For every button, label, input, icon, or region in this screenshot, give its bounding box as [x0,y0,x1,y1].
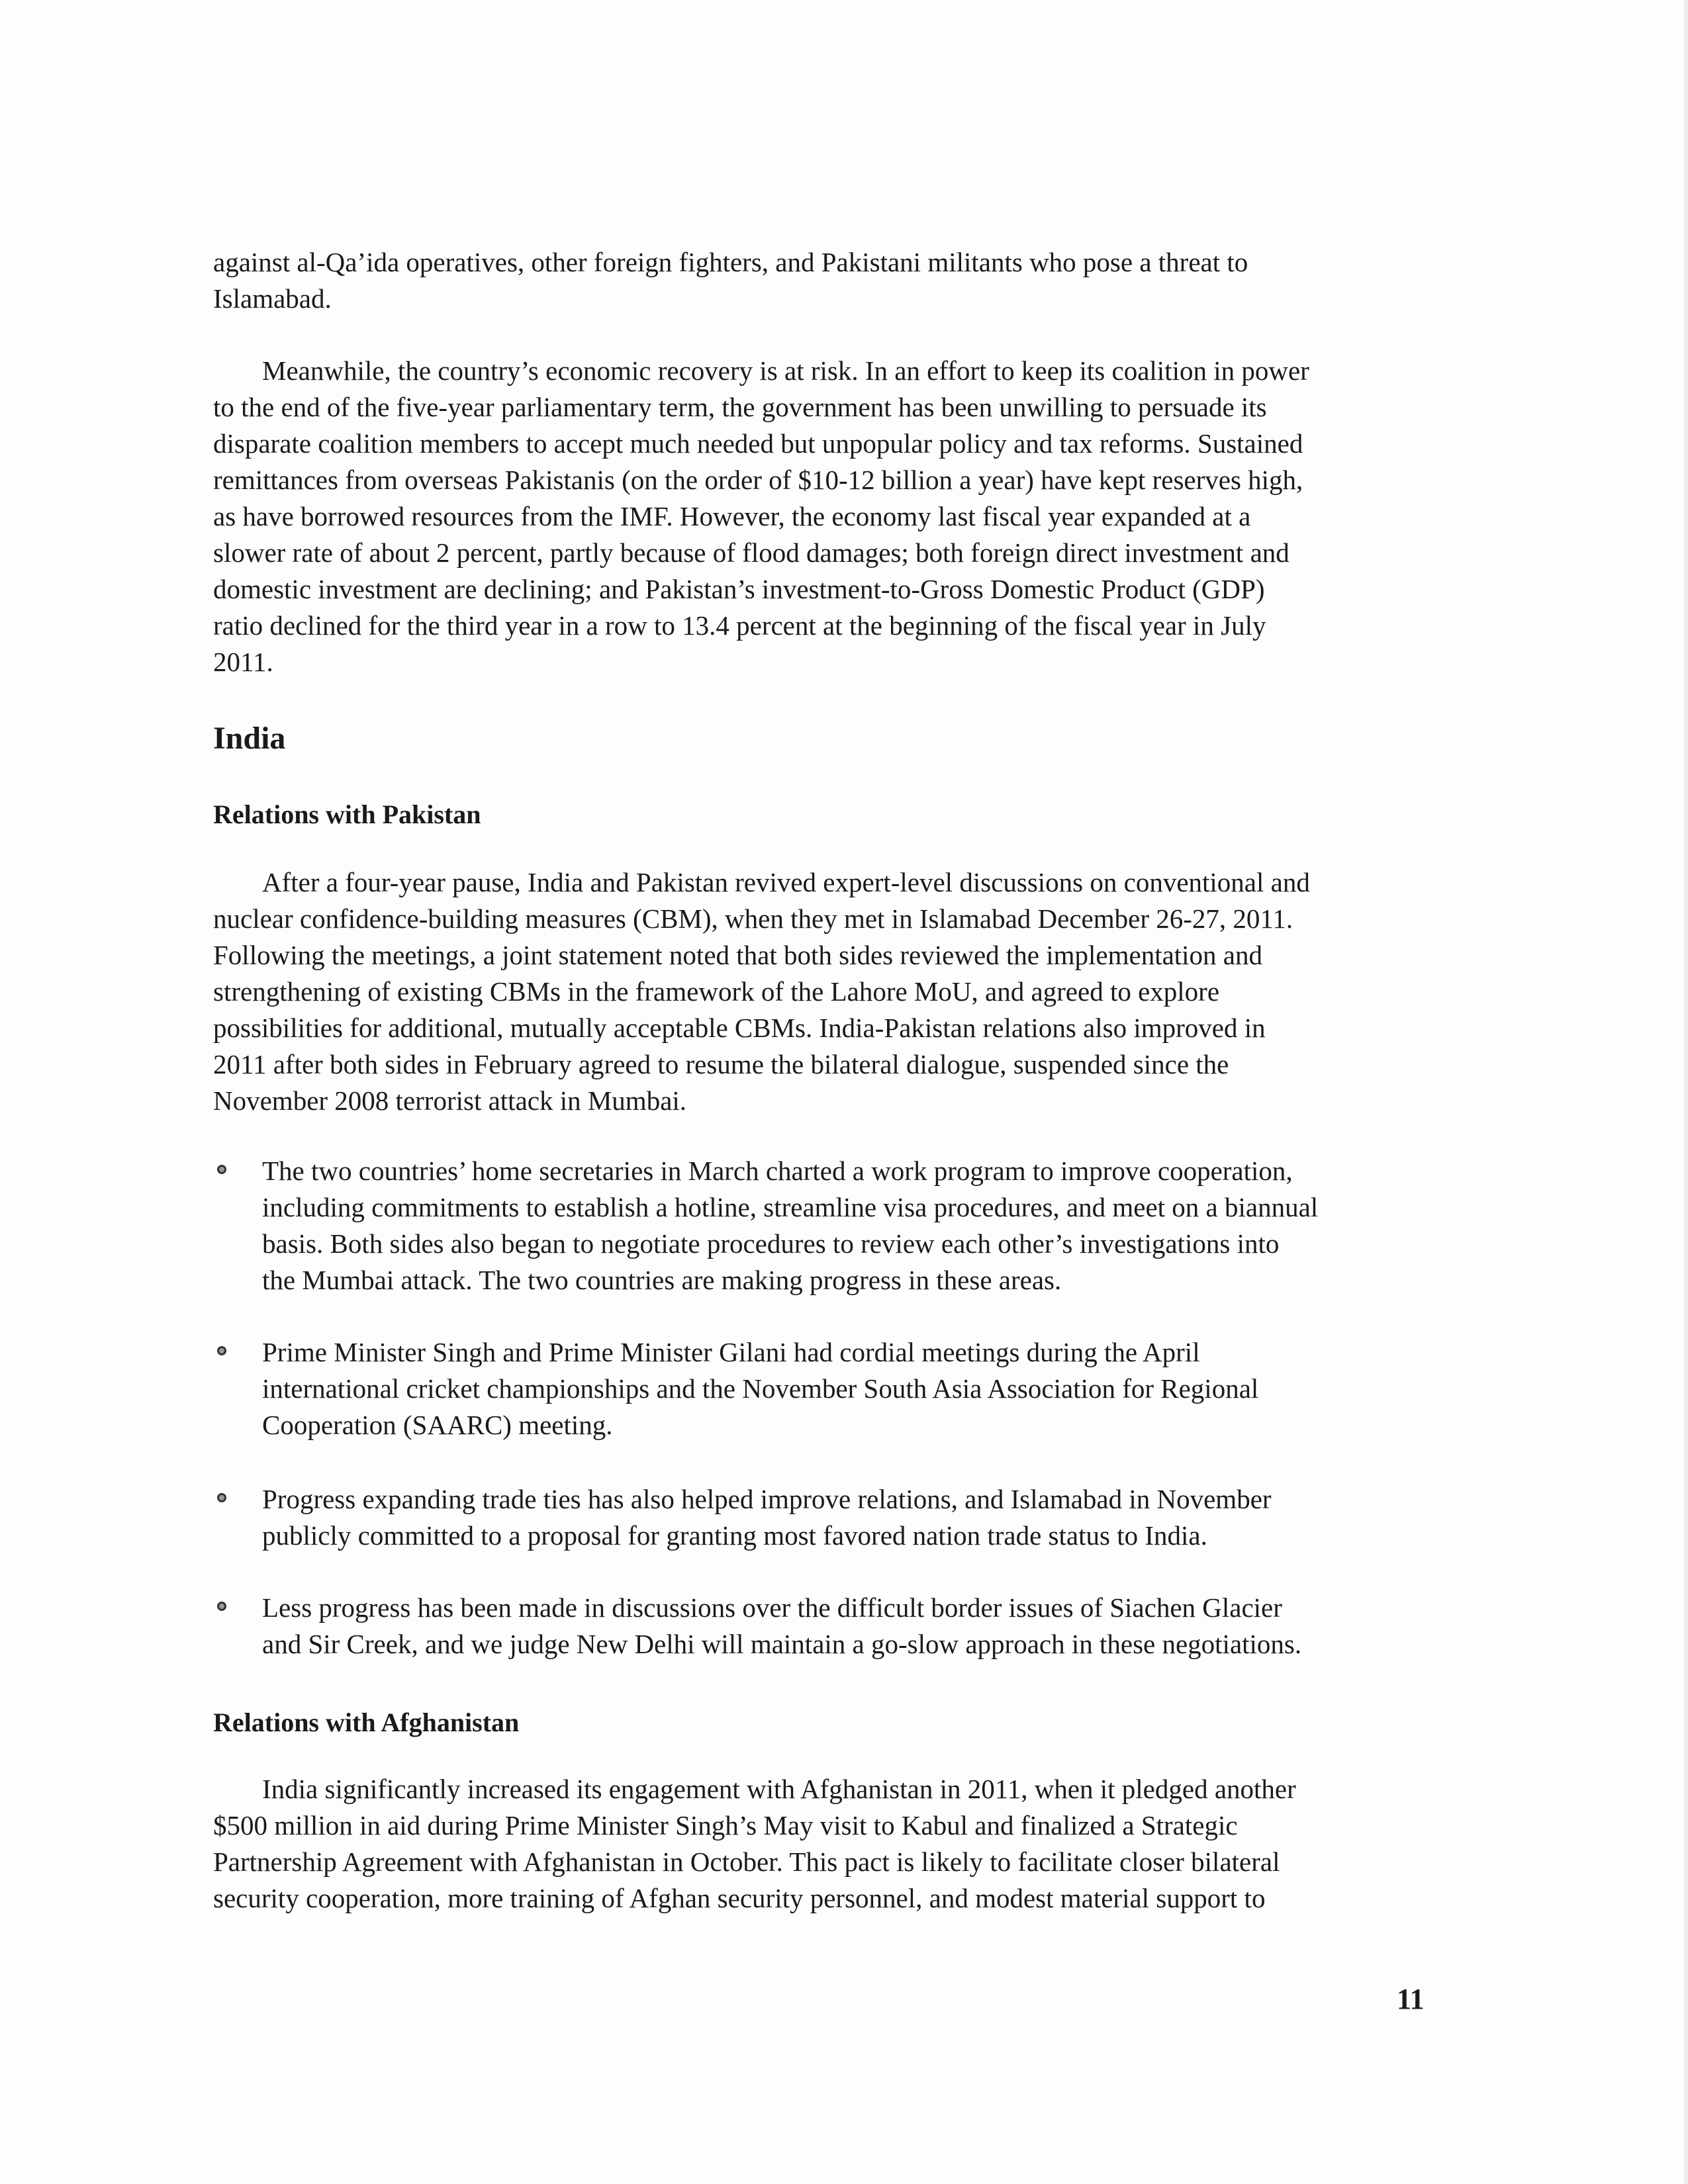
text-line: Meanwhile, the country’s economic recovery is at risk. In an effort to keep its coalition in power [262,355,1309,386]
paragraph-afghanistan [213,1771,1438,1917]
text-line: publicly committed to a proposal for granting most favored nation trade status to India. [262,1520,1207,1551]
text-line: against al-Qa’ida operatives, other foreign fighters, and Pakistani militants who pose a threat to [213,247,1248,277]
paragraph-continuation [213,244,1438,317]
text-line: Prime Minister Singh and Prime Minister Gilani had cordial meetings during the April [262,1337,1200,1367]
paragraph-cbm [213,864,1438,1119]
bullet-item [213,1481,1438,1554]
heading-relations-pakistan: Relations with Pakistan [213,799,481,829]
text-line: November 2008 terrorist attack in Mumbai. [213,1085,687,1116]
text-line: nuclear confidence-building measures (CBM), when they met in Islamabad December 26-27, 2011. [213,903,1293,934]
text-line: India significantly increased its engagement with Afghanistan in 2011, when it pledged another [262,1774,1296,1804]
bullet-icon [217,1346,226,1355]
page-number: 11 [1397,1983,1425,2015]
text-line: basis. Both sides also began to negotiate procedures to review each other’s investigations into [262,1228,1280,1259]
heading-india: India [213,721,286,756]
text-line: The two countries’ home secretaries in March charted a work program to improve cooperation, [262,1156,1293,1186]
text-line: the Mumbai attack. The two countries are making progress in these areas. [262,1265,1062,1295]
text-line: 2011. [213,647,273,677]
bullet-icon [217,1493,226,1502]
text-line: 2011 after both sides in February agreed to resume the bilateral dialogue, suspended since the [213,1049,1229,1079]
text-line: Progress expanding trade ties has also helped improve relations, and Islamabad in November [262,1484,1272,1514]
text-line: After a four-year pause, India and Pakistan revived expert-level discussions on conventional and [262,867,1310,897]
bullet-item [213,1334,1438,1443]
text-line: slower rate of about 2 percent, partly because of flood damages; both foreign direct investment and [213,537,1289,568]
text-line: strengthening of existing CBMs in the framework of the Lahore MoU, and agreed to explore [213,976,1220,1007]
text-line: domestic investment are declining; and Pakistan’s investment-to-Gross Domestic Product (GDP) [213,574,1265,604]
text-line: and Sir Creek, and we judge New Delhi will maintain a go-slow approach in these negotiations. [262,1629,1302,1659]
text-line: Partnership Agreement with Afghanistan in October. This pact is likely to facilitate closer bilateral [213,1846,1280,1877]
text-line: Cooperation (SAARC) meeting. [262,1410,613,1440]
text-line: Less progress has been made in discussions over the difficult border issues of Siachen Glacier [262,1592,1282,1623]
scan-edge [1684,0,1688,2184]
text-line: remittances from overseas Pakistanis (on the order of $10-12 billion a year) have kept reserves high, [213,465,1303,495]
text-line: international cricket championships and the November South Asia Association for Regional [262,1373,1259,1404]
bullet-icon [217,1165,226,1174]
text-line: disparate coalition members to accept much needed but unpopular policy and tax reforms. Sustained [213,428,1303,459]
bullet-item [213,1153,1438,1298]
text-line: including commitments to establish a hotline, streamline visa procedures, and meet on a biannual [262,1192,1319,1222]
text-line: ratio declined for the third year in a row to 13.4 percent at the beginning of the fiscal year in July [213,610,1266,641]
text-line: $500 million in aid during Prime Minister Singh’s May visit to Kabul and finalized a Strategic [213,1810,1238,1841]
bullet-item [213,1590,1438,1662]
text-line: as have borrowed resources from the IMF. However, the economy last fiscal year expanded at a [213,501,1251,531]
paragraph-economy [213,353,1438,680]
bullet-icon [217,1602,226,1611]
text-line: to the end of the five-year parliamentary term, the government has been unwilling to persuade its [213,392,1267,422]
text-line: Islamabad. [213,283,332,314]
text-line: possibilities for additional, mutually acceptable CBMs. India-Pakistan relations also improved in [213,1013,1266,1043]
text-line: Following the meetings, a joint statement noted that both sides reviewed the implementation and [213,940,1263,970]
text-line: security cooperation, more training of Afghan security personnel, and modest material support to [213,1883,1266,1913]
heading-relations-afghanistan: Relations with Afghanistan [213,1707,520,1737]
